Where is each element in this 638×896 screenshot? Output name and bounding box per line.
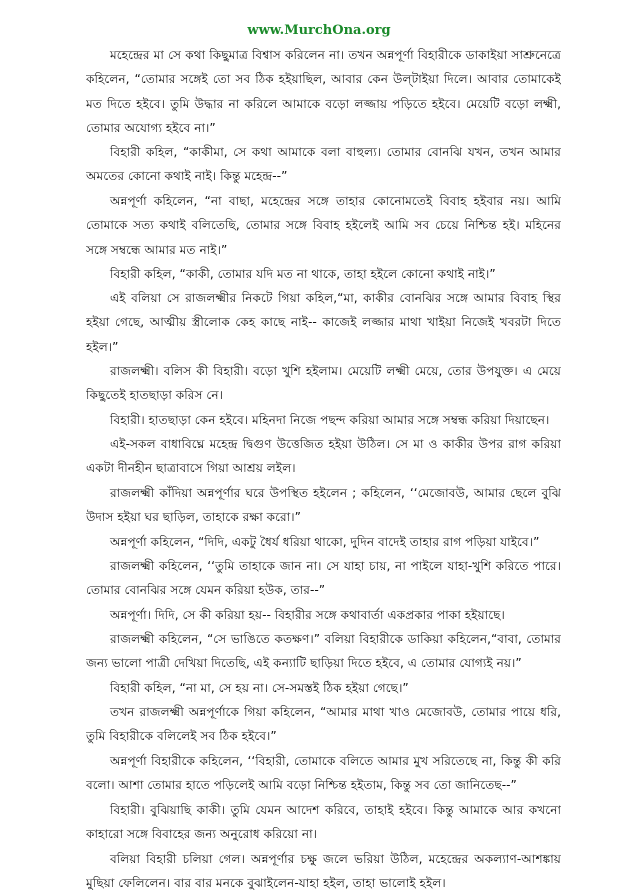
paragraph: এই বলিয়া সে রাজলক্ষ্মীর নিকটে গিয়া কহিল,“মা, কাকীর বোনঝির সঙ্গে আমার বিবাহ স্থির হইয়া গেছে, আত্মীয় স্ত্রীলোক কেহ কাছে নাই-- কাজেই লজ্জার মাথা খাইয়া নিজেই খবরটা দিতে হইল।” <box>86 291 561 354</box>
paragraph: বিহারী কহিল, “কাকী, তোমার যদি মত না থাকে, তাহা হইলে কোনো কথাই নাই।” <box>110 267 496 281</box>
paragraph: রাজলক্ষ্মী। বলিস কী বিহারী। বড়ো খুশি হইলাম। মেয়েটি লক্ষ্মী মেয়ে, তোর উপযুক্ত। এ মেয়ে কিছুতেই হাতছাড়া করিস নে। <box>86 364 561 403</box>
paragraph: বিহারী। হাতছাড়া কেন হইবে। মহিনদা নিজে পছন্দ করিয়া আমার সঙ্গে সম্বন্ধ করিয়া দিয়াছেন। <box>110 413 550 427</box>
paragraph: অন্নপূর্ণা কহিলেন, “না বাছা, মহেন্দ্রের সঙ্গে তাহার কোনোমতেই বিবাহ হইবার নয়। আমি তোমাকে সত্য কথাই বলিতেছি, তোমার সঙ্গে বিবাহ হইলেই আমি সব চেয়ে নিশ্চিন্ত হই। মহিনের সঙ্গে সম্বন্ধে আমার মত নাই।” <box>86 194 561 257</box>
paragraph: রাজলক্ষ্মী কাঁদিয়া অন্নপূর্ণার ঘরে উপস্থিত হইলেন ; কহিলেন, ‘‘মেজোবউ, আমার ছেলে বুঝি উদাস হইয়া ঘর ছাড়িল, তাহাকে রক্ষা করো।” <box>86 486 561 525</box>
paragraph: অন্নপূর্ণা। দিদি, সে কী করিয়া হয়-- বিহারীর সঙ্গে কথাবার্তা একপ্রকার পাকা হইয়াছে। <box>110 608 505 622</box>
text-body <box>86 43 561 896</box>
paragraph: বিহারী কহিল, “না মা, সে হয় না। সে-সমস্তই ঠিক হইয়া গেছে।” <box>110 681 409 695</box>
paragraph: বলিয়া বিহারী চলিয়া গেল। অন্নপূর্ণার চক্ষু জলে ভরিয়া উঠিল, মহেন্দ্রের অকল্যাণ-আশঙ্কায় মুছিয়া ফেলিলেন। বার বার মনকে বুঝাইলেন-যাহা হইল, তাহা ভালোই হইল। <box>86 852 561 891</box>
paragraph: রাজলক্ষ্মী কহিলেন, “সে ভাঙিতে কতক্ষণ।” বলিয়া বিহারীকে ডাকিয়া কহিলেন,“বাবা, তোমার জন্য ভালো পাত্রী দেখিয়া দিতেছি, এই কন্যাটি ছাড়িয়া দিতে হইবে, এ তোমার যোগ্যই নয়।” <box>86 632 561 671</box>
paragraph: এই-সকল বাধাবিঘ্নে মহেন্দ্র দ্বিগুণ উত্তেজিত হইয়া উঠিল। সে মা ও কাকীর উপর রাগ করিয়া একটা দীনহীন ছাত্রাবাসে গিয়া আশ্রয় লইল। <box>86 437 561 476</box>
paragraph: বিহারী। বুঝিয়াছি কাকী। তুমি যেমন আদেশ করিবে, তাহাই হইবে। কিন্তু আমাকে আর কখনো কাহারো সঙ্গে বিবাহের জন্য অনুরোধ করিয়ো না। <box>86 803 561 842</box>
paragraph: তখন রাজলক্ষ্মী অন্নপূর্ণাকে গিয়া কহিলেন, “আমার মাথা খাও মেজোবউ, তোমার পায়ে ধরি, তুমি বিহারীকে বলিলেই সব ঠিক হইবে।” <box>86 705 561 744</box>
paragraph: মহেন্দ্রের মা সে কথা কিছুমাত্র বিশ্বাস করিলেন না। তখন অন্নপূর্ণা বিহারীকে ডাকাইয়া সাশ্রুনেত্রে কহিলেন, “তোমার সঙ্গেই তো সব ঠিক হইয়াছিল, আবার কেন উল্‌টাইয়া দিলে। আবার তোমাকেই মত দিতে হইবে। তুমি উদ্ধার না করিলে আমাকে বড়ো লজ্জায় পড়িতে হইবে। মেয়েটি বড়ো লক্ষ্মী, তোমার অযোগ্য হইবে না।” <box>86 48 561 136</box>
site-header-url[interactable]: www.MurchOna.org <box>247 23 391 38</box>
paragraph: রাজলক্ষ্মী কহিলেন, ‘‘তুমি তাহাকে জান না। সে যাহা চায়, না পাইলে যাহা-খুশি করিতে পারে। তোমার বোনঝির সঙ্গে যেমন করিয়া হউক, তার--” <box>86 559 561 598</box>
paragraph: বিহারী কহিল, “কাকীমা, সে কথা আমাকে বলা বাহুল্য। তোমার বোনঝি যখন, তখন আমার অমতের কোনো কথাই নাই। কিন্তু মহেন্দ্র--” <box>86 145 561 184</box>
paragraph: অন্নপূর্ণা কহিলেন, “দিদি, একটু ধৈর্য ধরিয়া থাকো, দুদিন বাদেই তাহার রাগ পড়িয়া যাইবে।” <box>110 535 540 549</box>
paragraph: অন্নপূর্ণা বিহারীকে কহিলেন, ‘‘বিহারী, তোমাকে বলিতে আমার মুখ সরিতেছে না, কিন্তু কী করি বলো। আশা তোমার হাতে পড়িলেই আমি বড়ো নিশ্চিন্ত হইতাম, কিন্তু সব তো জানিতেছ--” <box>86 754 561 793</box>
